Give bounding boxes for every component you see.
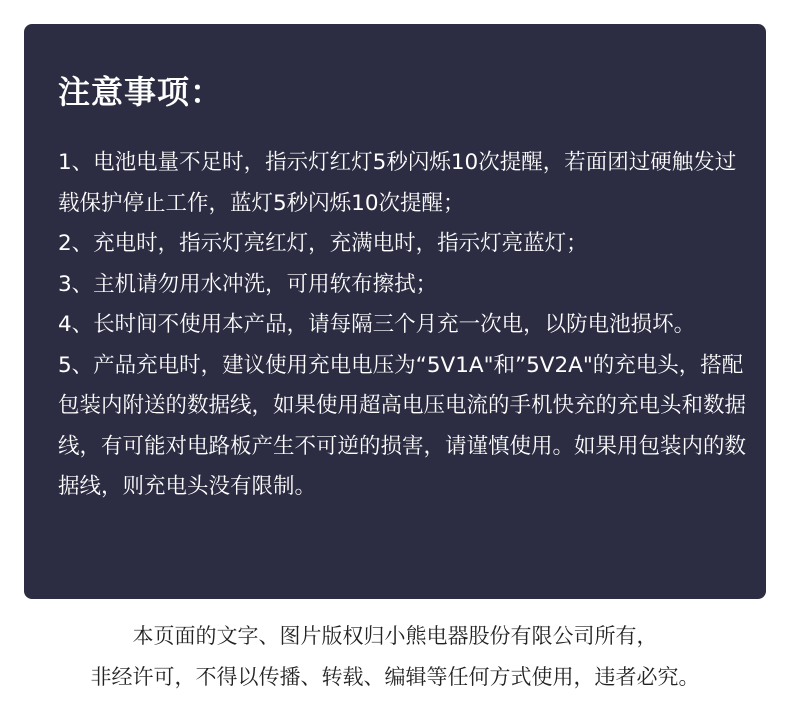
notice-panel [24, 24, 766, 599]
copyright-line-1: 本页面的文字、图片版权归小熊电器股份有限公司所有， [132, 624, 658, 648]
notice-item-1: 1、电池电量不足时，指示灯红灯5秒闪烁10次提醒，若面团过硬触发过载保护停止工作，蓝灯5秒闪烁10次提醒； [58, 150, 737, 216]
copyright-notice [0, 616, 790, 698]
notice-item-4: 4、长时间不使用本产品，请每隔三个月充一次电，以防电池损坏。 [58, 312, 696, 337]
notice-title: 注意事项： [58, 73, 224, 111]
notice-item-5: 5、产品充电时，建议使用充电电压为“5V1A"和”5V2A"的充电头，搭配包装内附送的数据线，如果使用超高电压电流的手机快充的充电头和数据线，有可能对电路板产生不可逆的损害，请谨慎使用。如果用包装内的数据线，则充电头没有限制。 [58, 352, 747, 499]
notice-item-3: 3、主机请勿用水冲洗，可用软布擦拭； [58, 271, 438, 297]
copyright-line-2: 非经许可，不得以传播、转载、编辑等任何方式使用，违者必究。 [90, 665, 700, 689]
notice-item-2: 2、充电时，指示灯亮红灯，充满电时，指示灯亮蓝灯； [58, 231, 588, 256]
notice-list [58, 143, 748, 508]
